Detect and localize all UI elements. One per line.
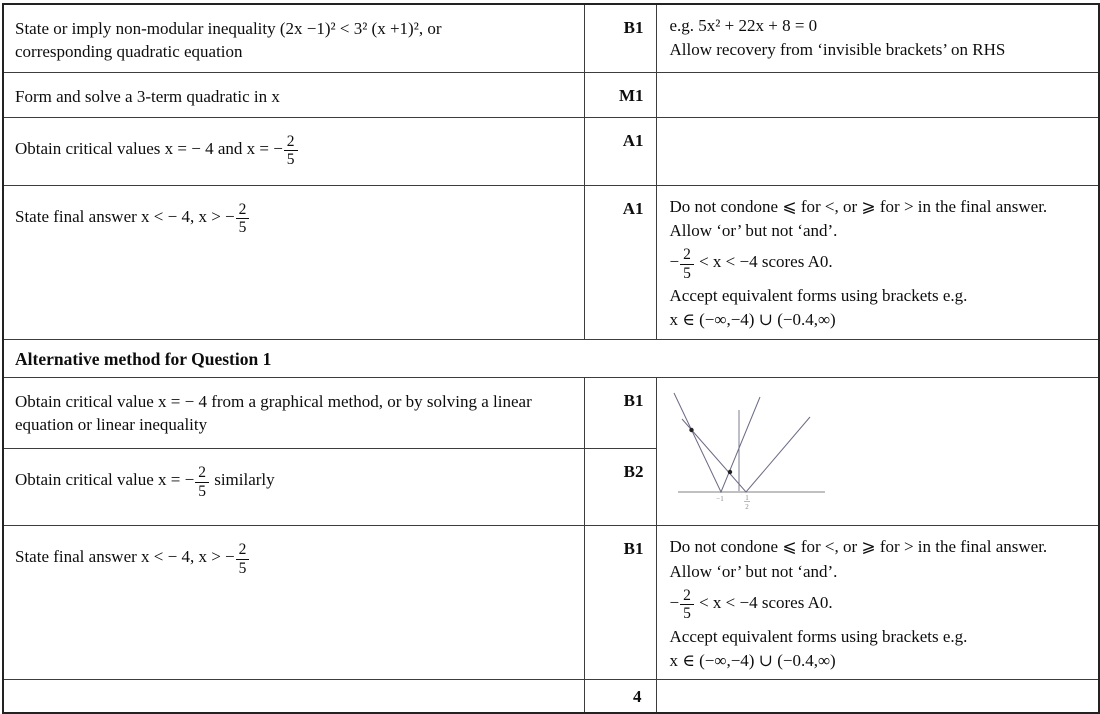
fraction-numerator: 2 — [284, 134, 298, 152]
answer-line: equation or linear inequality — [15, 415, 208, 435]
fraction — [284, 134, 298, 169]
fraction-denominator: 5 — [683, 264, 691, 282]
total-marks-cell: 4 — [584, 680, 656, 713]
table-row — [3, 680, 1099, 713]
table-row — [3, 4, 1099, 72]
mark-cell: M1 — [584, 72, 656, 117]
fraction-numerator: 2 — [236, 202, 250, 220]
fraction — [236, 542, 250, 577]
mark-scheme-table — [2, 3, 1100, 714]
x-tick-label: −1 — [715, 495, 724, 504]
answer-cell — [3, 526, 584, 680]
table-row — [3, 117, 1099, 185]
answer-cell — [3, 185, 584, 339]
intersection-point — [727, 470, 731, 474]
guidance-line: Allow ‘or’ but not ‘and’. — [669, 220, 838, 240]
fraction-denominator: 5 — [198, 483, 206, 501]
guidance-text: − — [669, 592, 680, 612]
guidance-cell — [656, 4, 1099, 72]
guidance-line: x ∈ (−∞,−4) ∪ (−0.4,∞) — [669, 651, 836, 671]
mark-cell: A1 — [584, 117, 656, 185]
guidance-line: Allow ‘or’ but not ‘and’. — [669, 561, 838, 581]
answer-cell — [3, 378, 584, 449]
graph-sketch — [670, 387, 830, 517]
answer-line: Form and solve a 3-term quadratic in x — [15, 86, 280, 106]
guidance-line — [670, 243, 1089, 284]
fraction-denominator: 5 — [683, 605, 691, 623]
answer-cell — [3, 449, 584, 526]
mark-cell: B1 — [584, 378, 656, 449]
answer-cell — [3, 680, 584, 713]
answer-line — [15, 130, 574, 171]
fraction — [236, 202, 250, 237]
answer-text: State final answer x < − 4, x > − — [15, 206, 235, 226]
fraction-numerator: 2 — [680, 247, 694, 265]
x-tick-fraction-denominator: 2 — [744, 503, 749, 512]
guidance-cell — [656, 680, 1099, 713]
fraction — [680, 588, 694, 623]
mark-cell: B2 — [584, 449, 656, 526]
answer-text: State final answer x < − 4, x > − — [15, 547, 235, 567]
guidance-text: − — [669, 251, 680, 271]
table-row — [3, 526, 1099, 680]
fraction-numerator: 2 — [195, 465, 209, 483]
guidance-cell — [656, 185, 1099, 339]
guidance-line: Do not condone ⩽ for <, or ⩾ for > in the final answer. — [669, 196, 1048, 216]
guidance-line — [670, 584, 1089, 625]
guidance-cell — [656, 117, 1099, 185]
fraction-denominator: 5 — [238, 560, 247, 578]
answer-line: Obtain critical value x = − 4 from a graphical method, or by solving a linear — [15, 392, 532, 412]
fraction — [680, 247, 694, 282]
fraction-denominator: 5 — [238, 219, 247, 237]
intersection-point — [689, 428, 693, 432]
guidance-text: < x < −4 scores A0. — [694, 592, 833, 612]
guidance-text: < x < −4 scores A0. — [694, 251, 833, 271]
table-row — [3, 185, 1099, 339]
answer-cell — [3, 117, 584, 185]
fraction-numerator: 2 — [236, 542, 250, 560]
table-row — [3, 378, 1099, 449]
guidance-cell — [656, 72, 1099, 117]
modulus-graph-right — [682, 417, 810, 492]
answer-line — [15, 538, 574, 579]
guidance-line: e.g. 5x² + 22x + 8 = 0 — [669, 16, 818, 35]
x-tick-fraction-numerator: 1 — [744, 494, 749, 503]
mark-cell: B1 — [584, 526, 656, 680]
fraction-denominator: 5 — [286, 151, 295, 169]
guidance-cell — [656, 526, 1099, 680]
table-row — [3, 72, 1099, 117]
guidance-line: x ∈ (−∞,−4) ∪ (−0.4,∞) — [669, 310, 836, 330]
guidance-line: Allow recovery from ‘invisible brackets’ on RHS — [669, 40, 1006, 60]
alternative-method-heading: Alternative method for Question 1 — [3, 339, 1099, 378]
mark-cell: B1 — [584, 4, 656, 72]
fraction — [195, 465, 209, 500]
fraction-numerator: 2 — [680, 588, 694, 606]
answer-text: Obtain critical values x = − 4 and x = − — [15, 138, 283, 158]
answer-line — [15, 461, 574, 502]
answer-cell — [3, 72, 584, 117]
answer-text: similarly — [209, 470, 275, 490]
answer-line: State or imply non-modular inequality (2x −1)² < 3² (x +1)², or — [15, 19, 442, 38]
answer-line: corresponding quadratic equation — [15, 42, 243, 62]
modulus-graph-left — [674, 393, 760, 492]
guidance-line: Do not condone ⩽ for <, or ⩾ for > in the final answer. — [669, 537, 1048, 557]
answer-line — [15, 198, 574, 239]
answer-text: Obtain critical value x = − — [15, 470, 195, 490]
guidance-cell — [656, 378, 1099, 526]
guidance-line: Accept equivalent forms using brackets e.g. — [669, 627, 968, 647]
table-row — [3, 339, 1099, 378]
answer-cell — [3, 4, 584, 72]
guidance-line: Accept equivalent forms using brackets e.g. — [669, 286, 968, 306]
mark-cell: A1 — [584, 185, 656, 339]
